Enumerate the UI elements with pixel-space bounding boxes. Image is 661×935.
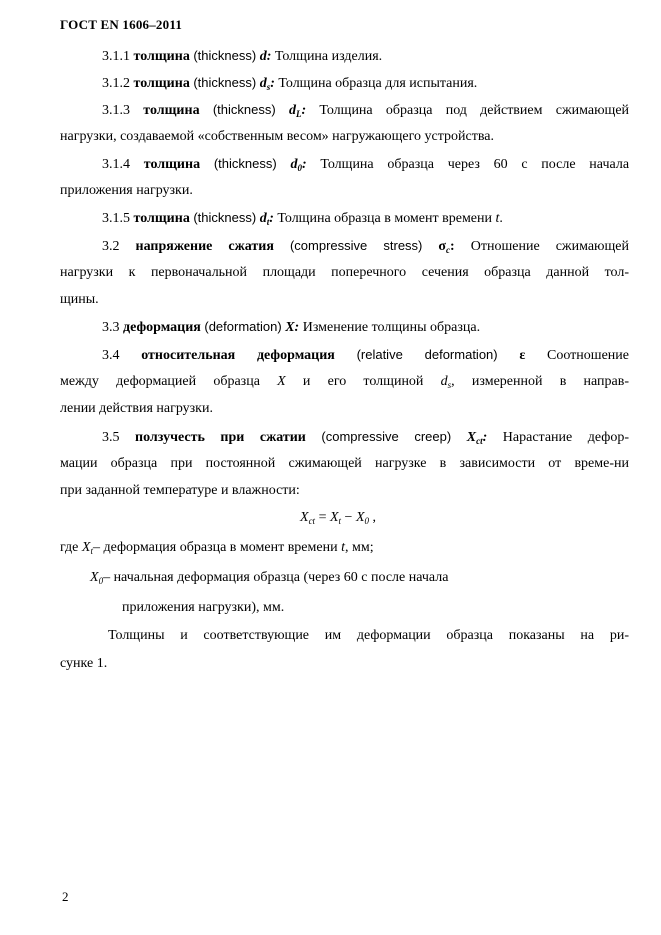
term-english: (thickness) — [193, 75, 257, 90]
definition: Толщина изделия. — [274, 49, 383, 64]
symbol: $d_t$: — [259, 211, 274, 227]
item-number: 3.4 — [102, 348, 120, 363]
item-3-1-3-cont: нагрузки, создаваемой «собственным весом» нагружающего устройства. — [60, 129, 494, 144]
term-english: (thickness) — [193, 210, 257, 225]
definition: Соотношение — [547, 348, 629, 363]
symbol: ε — [519, 348, 526, 363]
closing-line-1: Толщины и соответствующие им деформации образца показаны на ри- — [108, 628, 629, 643]
item-number: 3.1.5 — [102, 211, 130, 226]
item-3-1-4-cont: приложения нагрузки. — [60, 183, 193, 198]
symbol: $\sigma_c$: — [438, 239, 455, 255]
definition: Отношение сжимающей — [470, 239, 629, 254]
item-number: 3.3 — [102, 320, 120, 335]
symbol: $d_s$: — [259, 76, 275, 92]
item-3-1-2 — [102, 74, 477, 93]
symbol: $d_0$: — [290, 157, 307, 173]
definition: Нарастание дефор- — [502, 430, 630, 445]
page-number: 2 — [62, 889, 69, 904]
term: толщина — [143, 103, 200, 118]
item-number: 3.1.2 — [102, 76, 130, 91]
term: толщина — [133, 49, 190, 64]
term-english: (relative deformation) — [356, 347, 498, 362]
term: напряжение сжатия — [135, 239, 274, 254]
term-english: (thickness) — [212, 102, 276, 117]
term-english: (deformation) — [204, 319, 282, 334]
item-3-1-5 — [102, 209, 503, 228]
term: относительная деформация — [141, 348, 335, 363]
definition: Толщина образца в момент времени t. — [277, 211, 503, 226]
term: толщина — [133, 76, 190, 91]
definition: Толщина образца под действием сжимающей — [319, 103, 630, 118]
item-3-1-3 — [102, 101, 629, 120]
creep-formula: $X_{ct} = X_t - X_0$ , — [300, 510, 377, 526]
item-3-1-4 — [102, 155, 629, 174]
item-3-3 — [102, 318, 480, 337]
term: ползучесть при сжатии — [135, 430, 306, 445]
item-3-2-cont2: щины. — [60, 292, 99, 307]
item-number: 3.1.1 — [102, 49, 130, 64]
symbol: $X_{ct}$: — [466, 430, 488, 446]
definition: Толщина образца через 60 с после начала — [320, 157, 630, 172]
item-3-5 — [102, 428, 629, 447]
definition: Толщина образца для испытания. — [278, 76, 478, 91]
where-line-2: $X_0-$ начальная деформация образца (через 60 с после начала — [90, 570, 449, 586]
item-number: 3.1.4 — [102, 157, 130, 172]
where-line-3: приложения нагрузки), мм. — [122, 600, 285, 615]
symbol: X: — [285, 320, 300, 335]
item-3-5-cont2: при заданной температуре и влажности: — [60, 483, 300, 498]
definition: Изменение толщины образца. — [302, 320, 481, 335]
item-3-4 — [102, 346, 629, 365]
symbol: $d_L$: — [288, 103, 307, 119]
term: деформация — [123, 320, 201, 335]
symbol: d: — [259, 49, 272, 64]
item-number: 3.1.3 — [102, 103, 130, 118]
closing-line-2: сунке 1. — [60, 656, 108, 671]
item-3-2-cont: нагрузки к первоначальной площади поперечного сечения образца данной тол- — [60, 265, 629, 280]
term: толщина — [133, 211, 190, 226]
term-english: (thickness) — [213, 156, 277, 171]
term-english: (compressive creep) — [321, 429, 452, 444]
term-english: (thickness) — [193, 48, 257, 63]
item-3-4-cont2: лении действия нагрузки. — [60, 401, 213, 416]
item-3-4-cont: между деформацией образца X и его толщиной $d_s$, измеренной в направ- — [60, 374, 630, 390]
item-number: 3.2 — [102, 239, 120, 254]
item-3-5-cont: мации образца при постоянной сжимающей нагрузке в зависимости от време-ни — [60, 456, 629, 471]
term: толщина — [143, 157, 201, 172]
document-header: ГОСТ EN 1606–2011 — [60, 17, 183, 32]
item-3-1-1 — [102, 47, 382, 66]
where-line-1: где $X_t-$ деформация образца в момент времени t, мм; — [60, 540, 374, 556]
term-english: (compressive stress) — [289, 238, 423, 253]
item-3-2 — [102, 237, 629, 256]
item-number: 3.5 — [102, 430, 120, 445]
